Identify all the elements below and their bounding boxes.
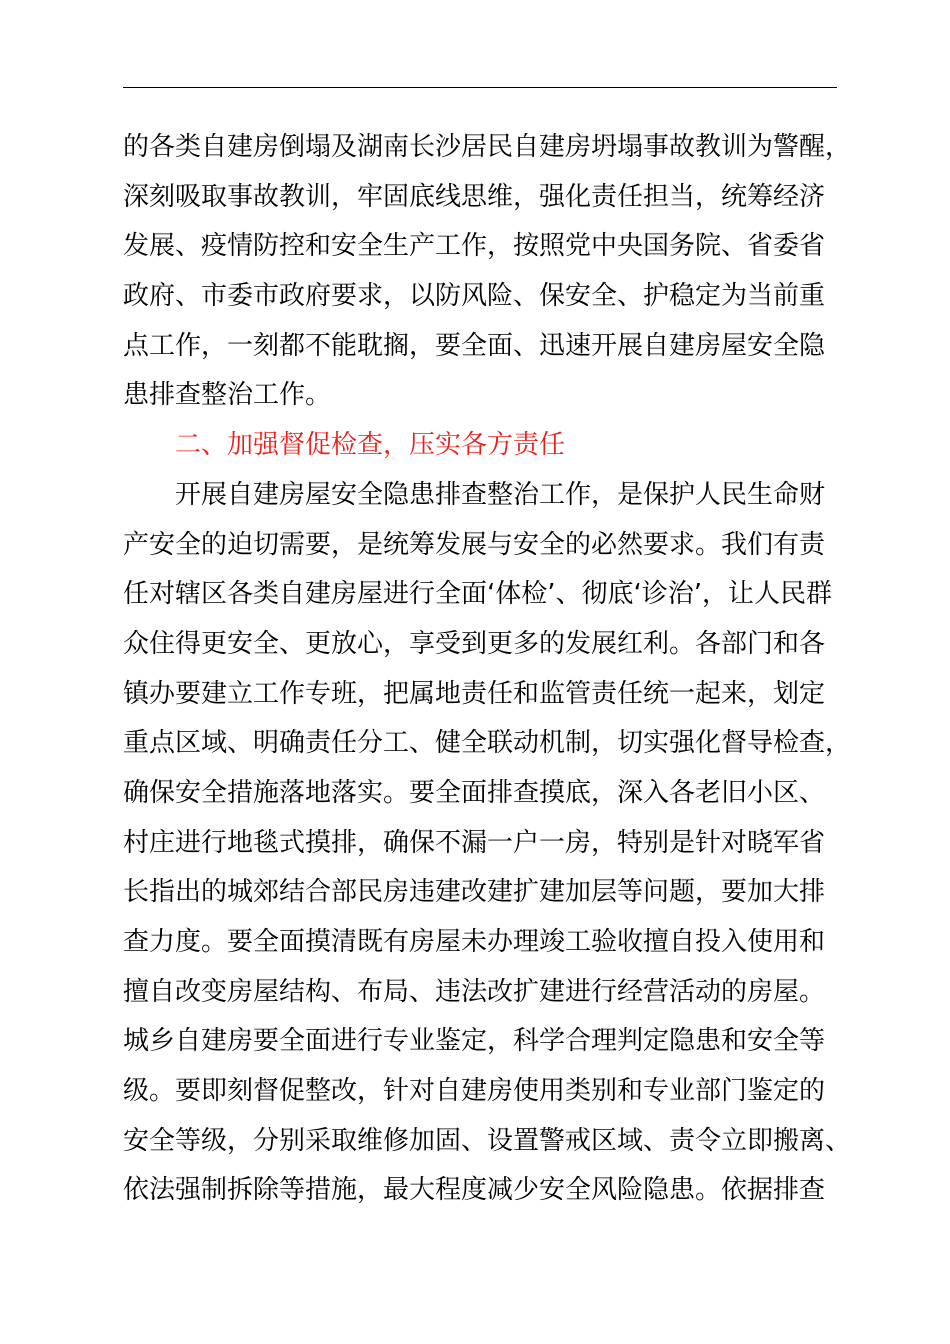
- paragraph-line: 政府、市委市政府要求，以防风险、保安全、护稳定为当前重: [123, 281, 826, 312]
- paragraph-line: 确保安全措施落地落实。要全面排查摸底，深入各老旧小区、: [123, 777, 826, 808]
- section-heading: 二、加强督促检查，压实各方责任: [175, 430, 566, 461]
- paragraph-line: 镇办要建立工作专班，把属地责任和监管责任统一起来，划定: [123, 678, 826, 709]
- paragraph-line: 查力度。要全面摸清既有房屋未办理竣工验收擅自投入使用和: [123, 927, 826, 957]
- paragraph-line: 深刻吸取事故教训，牢固底线思维，强化责任担当，统筹经济: [123, 181, 826, 212]
- paragraph-line: 任对辖区各类自建房屋进行全面‘体检’、彻底‘诊治’，让人民群: [123, 579, 833, 610]
- paragraph-line: 级。要即刻督促整改，针对自建房使用类别和专业部门鉴定的: [123, 1076, 826, 1107]
- paragraph-line: 发展、疫情防控和安全生产工作，按照党中央国务院、省委省: [123, 231, 826, 262]
- paragraph-line: 产安全的迫切需要，是统筹发展与安全的必然要求。我们有责: [123, 529, 826, 560]
- paragraph-line: 村庄进行地毯式摸排，确保不漏一户一房，特别是针对晓军省: [123, 827, 826, 858]
- document-body: [123, 123, 852, 1216]
- paragraph-line: 依法强制拆除等措施，最大程度减少安全风险隐患。依据排查: [123, 1175, 826, 1206]
- paragraph-line: 众住得更安全、更放心，享受到更多的发展红利。各部门和各: [123, 628, 826, 659]
- paragraph-line: 城乡自建房要全面进行专业鉴定，科学合理判定隐患和安全等: [123, 1026, 826, 1057]
- paragraph-line: 开展自建房屋安全隐患排查整治工作，是保护人民生命财: [175, 479, 826, 510]
- paragraph-line: 点工作，一刻都不能耽搁，要全面、迅速开展自建房屋安全隐: [123, 330, 826, 361]
- paragraph-line: 安全等级，分别采取维修加固、设置警戒区域、责令立即搬离、: [123, 1125, 852, 1156]
- paragraph-line: 重点区域、明确责任分工、健全联动机制，切实强化督导检查，: [123, 728, 852, 759]
- paragraph-line: 患排查整治工作。: [123, 380, 332, 411]
- paragraph-line: 的各类自建房倒塌及湖南长沙居民自建房坍塌事故教训为警醒，: [123, 132, 852, 162]
- paragraph-line: 擅自改变房屋结构、布局、违法改扩建进行经营活动的房屋。: [123, 976, 826, 1007]
- paragraph-line: 长指出的城郊结合部民房违建改建扩建加层等问题，要加大排: [123, 877, 826, 908]
- header-rule: [123, 87, 837, 88]
